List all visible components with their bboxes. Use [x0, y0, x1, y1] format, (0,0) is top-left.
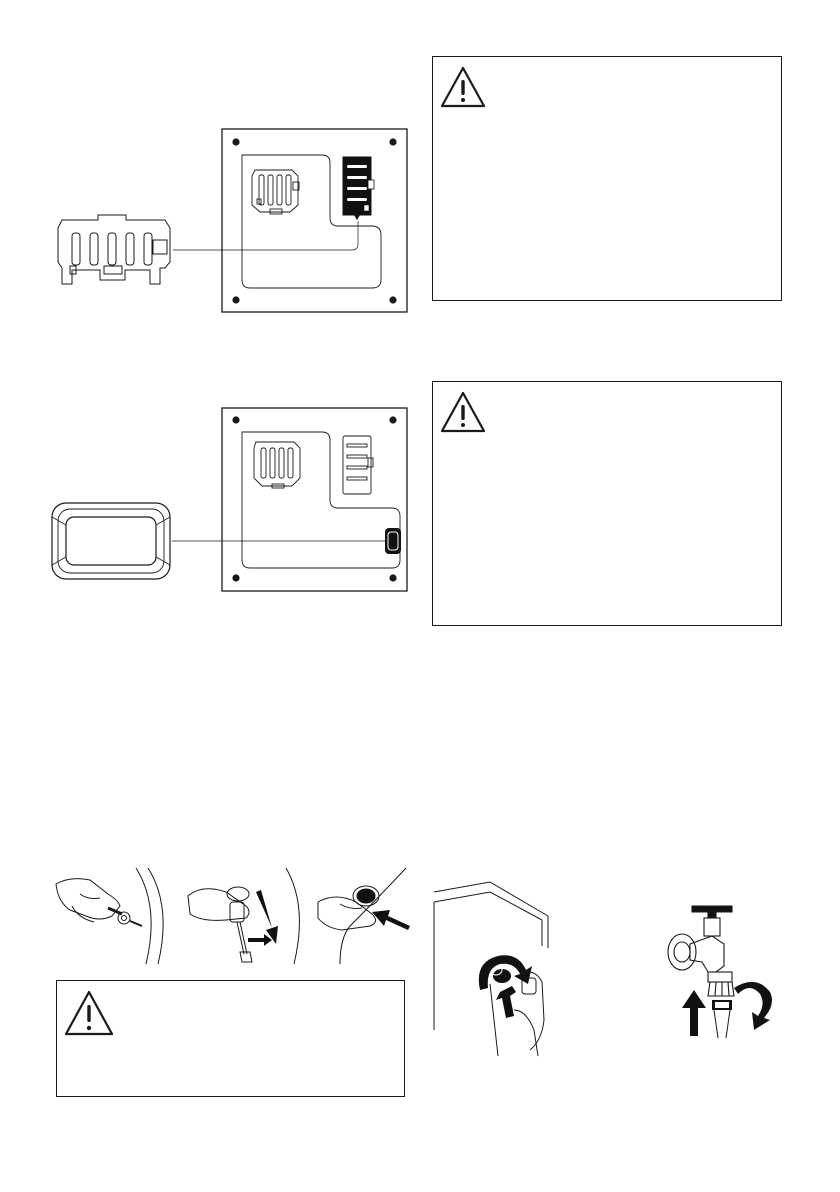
figure-rear-panel-plug: [0, 400, 420, 600]
rear-panel-plug-drawing: [0, 400, 420, 600]
warning-triangle-icon: [63, 989, 115, 1037]
figure-hose-to-tap: [660, 900, 780, 1040]
warning-box-3: [56, 980, 405, 1097]
figure-hose-to-machine: [430, 880, 580, 1060]
figure-rear-panel-bracket: [0, 0, 420, 320]
warning-box-1: [432, 56, 782, 301]
warning-triangle-icon: [439, 65, 487, 109]
warning-triangle-icon: [439, 390, 487, 434]
hose-to-tap-drawing: [660, 900, 780, 1040]
figure-remove-transport-bolts: [50, 866, 410, 966]
rear-panel-bracket-drawing: [0, 0, 420, 320]
warning-box-2: [432, 381, 782, 626]
hose-to-machine-drawing: [430, 880, 580, 1060]
bolt-removal-steps-drawing: [50, 866, 410, 966]
